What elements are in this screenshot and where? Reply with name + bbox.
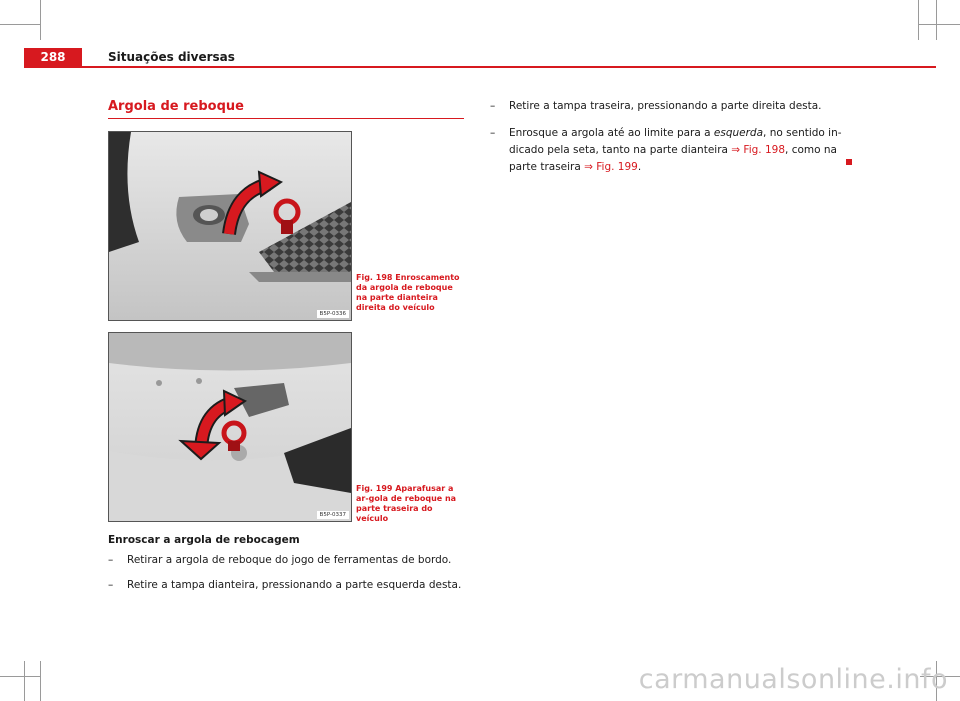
bullet-dash: –	[490, 127, 496, 139]
list-item	[108, 552, 487, 569]
crop-mark	[936, 0, 937, 40]
step-text: Enrosque a argola até ao limite para a	[509, 127, 714, 139]
bullet-dash: –	[108, 579, 114, 591]
figure-caption: Fig. 199 Aparafusar a ar-gola de reboque na parte traseira do veículo	[356, 484, 457, 523]
list-item	[490, 98, 869, 115]
procedure-heading: Enroscar a argola de rebocagem	[108, 534, 300, 546]
list-item	[108, 577, 497, 594]
bullet-dash: –	[108, 554, 114, 566]
figure-caption: Fig. 198 Enroscamento da argola de reboque na parte dianteira direita do veículo	[356, 273, 460, 312]
figure-reference-link[interactable]: ⇒ Fig. 198	[731, 144, 786, 156]
step-text: , como na parte traseira	[509, 144, 837, 173]
crop-mark	[0, 676, 40, 677]
figure-199-image	[108, 332, 352, 522]
step-text: .	[637, 161, 642, 173]
figure-reference-link[interactable]: ⇒ Fig. 199	[584, 161, 638, 173]
step-text: Retire a tampa traseira, pressionando a parte direita desta.	[509, 100, 822, 112]
figure-198-image	[108, 131, 352, 321]
step-text: , no sentido in-dicado pela seta, tanto na parte dianteira	[509, 127, 842, 156]
emphasis-text: esquerda	[713, 127, 764, 139]
crop-mark	[40, 661, 41, 701]
page-number: 288	[24, 48, 82, 66]
crop-mark	[40, 0, 41, 40]
header-rule	[24, 66, 936, 68]
end-of-section-mark	[846, 159, 852, 165]
section-title: Argola de reboque	[108, 99, 244, 114]
list-item	[490, 125, 861, 176]
figure-code: B5P-0337	[317, 511, 349, 519]
crop-mark	[0, 24, 40, 25]
section-rule	[108, 118, 464, 119]
step-text: Retire a tampa dianteira, pressionando a parte esquerda desta.	[127, 579, 462, 591]
chapter-title: Situações diversas	[108, 50, 235, 64]
crop-mark	[24, 661, 25, 701]
figure-code: B5P-0336	[317, 310, 349, 318]
watermark: carmanualsonline.info	[638, 664, 948, 695]
bullet-dash: –	[490, 100, 496, 112]
step-text: Retirar a argola de reboque do jogo de ferramentas de bordo.	[127, 554, 452, 566]
crop-mark	[918, 24, 960, 25]
crop-mark	[918, 0, 919, 40]
